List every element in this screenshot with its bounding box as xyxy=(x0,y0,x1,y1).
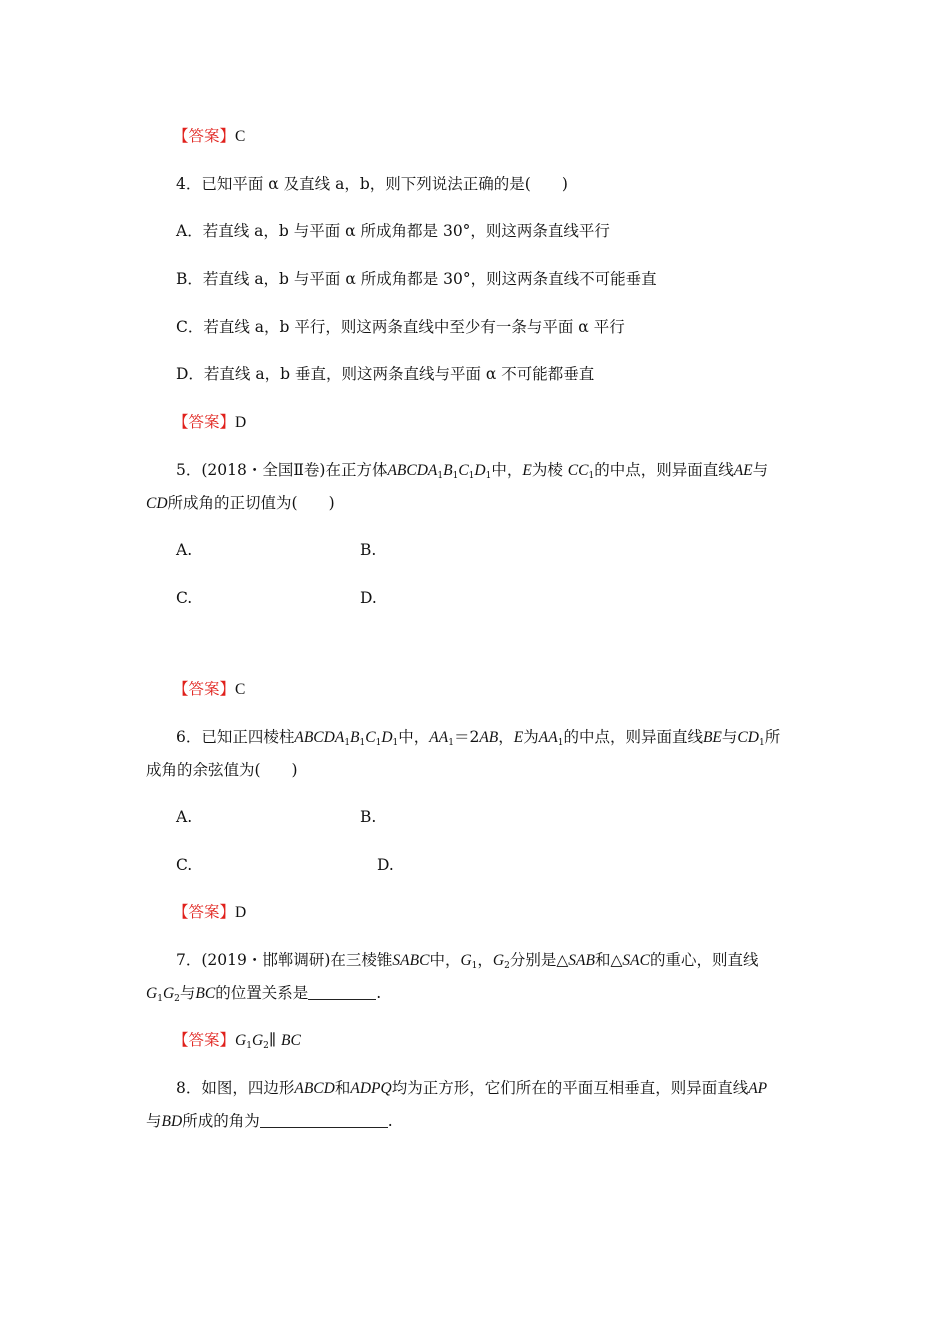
subscript: 1 xyxy=(468,471,475,481)
q6-vertex: C xyxy=(365,729,376,746)
q8-stem-line2 xyxy=(146,1111,393,1132)
q5-text: 中， xyxy=(491,461,523,479)
q4-stem: 4．已知平面 α 及直线 a，b，则下列说法正确的是( ) xyxy=(176,175,568,193)
answer-label: 【答案】 xyxy=(173,127,236,145)
q6-text: 与 xyxy=(721,728,738,746)
answer-label: 【答案】 xyxy=(173,413,236,431)
q5-stem-line1 xyxy=(176,460,768,486)
q5-line: CD xyxy=(146,495,168,512)
q7-triangle: SAC xyxy=(622,952,650,969)
q6-text: 6．已知正四棱柱 xyxy=(176,728,295,746)
subscript: 2 xyxy=(174,994,180,1004)
q4-option-b: B．若直线 a，b 与平面 α 所成角都是 30°，则这两条直线不可能垂直 xyxy=(176,270,657,288)
parallel-symbol: ∥ xyxy=(268,1031,277,1049)
q7-text: 分别是△ xyxy=(509,951,569,969)
answer-label: 【答案】 xyxy=(173,903,236,921)
subscript: 1 xyxy=(157,994,163,1004)
answer-line-4 xyxy=(173,412,246,433)
q6-edge: AA xyxy=(538,729,558,746)
q8-text: 所成的角为 xyxy=(182,1112,260,1130)
q8-answer-blank xyxy=(260,1113,388,1128)
answer-line-5 xyxy=(173,679,245,700)
q4-option-c: C．若直线 a，b 平行，则这两条直线中至少有一条与平面 α 平行 xyxy=(176,318,625,336)
q5-text: 的中点，则异面直线 xyxy=(594,461,734,479)
q5-line: AE xyxy=(733,462,753,479)
q6-text: ＝2 xyxy=(453,728,480,746)
q8-line: AP xyxy=(748,1080,768,1097)
q5-text: 为棱 xyxy=(531,461,563,479)
answer-value: D xyxy=(235,904,247,921)
q6-line: BE xyxy=(702,729,722,746)
subscript: 2 xyxy=(504,961,510,971)
q7-text: 和△ xyxy=(594,951,623,969)
q6-edge: AB xyxy=(479,729,499,746)
subscript: 1 xyxy=(375,738,382,748)
answer-value: D xyxy=(235,414,247,431)
q5-point: E xyxy=(522,462,532,479)
subscript: 1 xyxy=(359,738,366,748)
q8-square: ADPQ xyxy=(350,1080,392,1097)
q7-point: G xyxy=(162,985,175,1002)
answer-line-3 xyxy=(173,126,245,147)
q6-prism-name: ABCDA xyxy=(294,729,345,746)
q8-stem-line1 xyxy=(176,1078,767,1099)
q8-square: ABCD xyxy=(294,1080,335,1097)
subscript: 1 xyxy=(246,1041,252,1051)
q7-text: 的重心，则直线 xyxy=(649,951,759,969)
q7-text: ， xyxy=(477,951,493,969)
q6-option-c: C. xyxy=(176,856,193,874)
q6-edge: AA xyxy=(429,729,449,746)
answer-point: G xyxy=(251,1032,264,1049)
q5-vertex: C xyxy=(458,462,469,479)
q5-vertex: D xyxy=(474,462,486,479)
q8-text: 和 xyxy=(334,1079,351,1097)
q8-line: BD xyxy=(161,1113,183,1130)
q8-text: . xyxy=(387,1112,393,1130)
q7-point: G xyxy=(146,985,158,1002)
q6-option-b: B. xyxy=(360,808,377,826)
q8-text: 与 xyxy=(146,1112,162,1130)
answer-line: BC xyxy=(281,1032,301,1049)
q6-text: 中， xyxy=(398,728,430,746)
q4-option-d: D．若直线 a，b 垂直，则这两条直线与平面 α 不可能都垂直 xyxy=(176,365,595,383)
subscript: 1 xyxy=(588,471,595,481)
answer-line-7 xyxy=(173,1030,301,1056)
answer-label: 【答案】 xyxy=(173,680,236,698)
answer-value: C xyxy=(235,681,246,698)
q7-point: G xyxy=(492,952,505,969)
q5-text: 5．(2018・全国Ⅱ卷)在正方体 xyxy=(176,461,388,479)
q5-option-c: C. xyxy=(176,589,193,607)
q6-option-a: A. xyxy=(176,808,193,826)
q6-line: CD xyxy=(737,729,759,746)
q4-option-a: A．若直线 a，b 与平面 α 所成角都是 30°，则这两条直线平行 xyxy=(176,222,610,240)
q6-vertex: B xyxy=(350,729,360,746)
subscript: 1 xyxy=(344,738,351,748)
subscript: 1 xyxy=(557,738,564,748)
q5-cube-name: ABCDA xyxy=(387,462,438,479)
subscript: 1 xyxy=(392,738,399,748)
answer-value: C xyxy=(235,128,246,145)
subscript: 1 xyxy=(437,471,444,481)
q6-option-d: D. xyxy=(377,856,394,874)
q5-text: 所成角的正切值为( ) xyxy=(167,494,335,512)
q7-text: 7．(2019・邯郸调研)在三棱锥 xyxy=(176,951,393,969)
answer-line-6 xyxy=(173,902,246,923)
subscript: 1 xyxy=(448,738,454,748)
q7-answer-blank xyxy=(308,985,376,1000)
subscript: 2 xyxy=(263,1041,269,1051)
answer-label: 【答案】 xyxy=(173,1031,236,1049)
q7-stem-line1 xyxy=(176,950,758,976)
q8-text: 8．如图，四边形 xyxy=(176,1079,295,1097)
q8-text: 均为正方形，它们所在的平面互相垂直，则异面直线 xyxy=(391,1079,749,1097)
q7-line: BC xyxy=(195,985,216,1002)
q6-text: ， xyxy=(498,728,514,746)
q7-text: . xyxy=(376,984,382,1002)
subscript: 1 xyxy=(485,471,492,481)
q5-text: 与 xyxy=(752,461,769,479)
q7-text: 中， xyxy=(429,951,461,969)
q5-option-d: D. xyxy=(360,589,377,607)
q7-text: 的位置关系是 xyxy=(215,984,309,1002)
subscript: 1 xyxy=(471,961,478,971)
q7-text: 与 xyxy=(179,984,196,1002)
q6-text: 的中点，则异面直线 xyxy=(563,728,703,746)
q5-stem-line2 xyxy=(146,493,335,514)
q7-stem-line2 xyxy=(146,983,381,1009)
q5-vertex: B xyxy=(443,462,453,479)
q6-stem-line1 xyxy=(176,727,780,753)
q6-point: E xyxy=(513,729,524,746)
q6-vertex: D xyxy=(381,729,393,746)
subscript: 1 xyxy=(452,471,459,481)
q6-text: 为 xyxy=(523,728,539,746)
q5-option-a: A. xyxy=(176,541,193,559)
q5-option-b: B. xyxy=(360,541,377,559)
answer-point: G xyxy=(235,1032,247,1049)
q7-triangle: SAB xyxy=(568,952,595,969)
subscript: 1 xyxy=(758,738,765,748)
q6-stem-line2: 成角的余弦值为( ) xyxy=(146,761,298,779)
q6-text: 所 xyxy=(764,728,781,746)
q7-point: G xyxy=(460,952,472,969)
q7-pyramid-name: SABC xyxy=(392,952,430,969)
q5-edge: CC xyxy=(567,462,589,479)
